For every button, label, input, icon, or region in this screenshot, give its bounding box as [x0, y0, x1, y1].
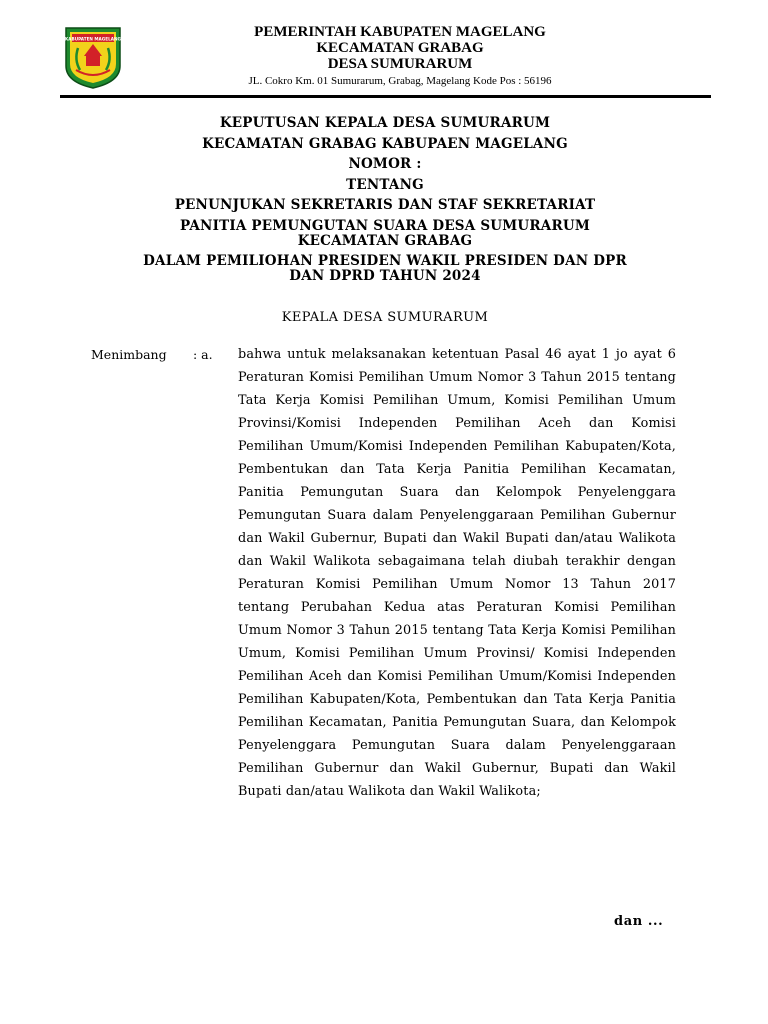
decree-title	[90, 116, 680, 290]
decree-number: NOMOR :	[348, 156, 422, 172]
letterhead-government: PEMERINTAH KABUPATEN MAGELANG	[254, 24, 546, 40]
consideration-paragraph: bahwa untuk melaksanakan ketentuan Pasal 46 ayat 1 jo ayat 6 Peraturan Komisi Pemilihan Umum Nomor 3 Tahun 2015 tentang Tata Kerja Komisi Pemilihan Umum, Komisi Pemilihan Umum Provinsi/Komisi Independen Pemilihan Aceh dan Komisi Pemilihan Umum/Komisi Independen Pemilihan Kabupaten/Kota, Pembentukan dan Tata Kerja Panitia Pemilihan Kecamatan, Panitia Pemungutan Suara dan Kelompok Penyelenggara Pemungutan Suara dalam Penyelenggaraan Pemilihan Gubernur dan Wakil Gubernur, Bupati dan Wakil Bupati dan/atau Walikota dan Wakil Walikota sebagaimana telah diubah terakhir dengan Peraturan Komisi Pemilihan Umum Nomor 13 Tahun 2017 tentang Perubahan Kedua atas Peraturan Komisi Pemilihan Umum Nomor 3 Tahun 2015 tentang Tata Kerja Komisi Pemilihan Umum, Komisi Pemilihan Umum Provinsi/ Komisi Independen Pemilihan Aceh dan Komisi Pemilihan Umum/Komisi Independen Pemilihan Kabupaten/Kota, Pembentukan dan Tata Kerja Panitia Pemilihan Kecamatan, Panitia Pemungutan Suara, dan Kelompok Penyelenggara Pemungutan Suara dalam Penyelenggaraan Pemilihan Gubernur dan Wakil Gubernur, Bupati dan Wakil Bupati dan/atau Walikota dan Wakil Walikota;	[238, 347, 676, 799]
letterhead-village: DESA SUMURARUM	[327, 56, 473, 72]
letterhead-district: KECAMATAN GRABAG	[316, 40, 484, 56]
decree-subject-line: DAN DPRD TAHUN 2024	[289, 268, 481, 284]
decree-title-line: KECAMATAN GRABAG KABUPAEN MAGELANG	[202, 135, 568, 152]
letterhead-address: JL. Cokro Km. 01 Sumurarum, Grabag, Magelang Kode Pos : 56196	[248, 75, 552, 87]
decree-title-line: KEPUTUSAN KEPALA DESA SUMURARUM	[219, 115, 551, 131]
svg-text:KABUPATEN MAGELANG: KABUPATEN MAGELANG	[65, 36, 121, 42]
consideration-marker: : a.	[193, 347, 213, 362]
decree-subject-line: KECAMATAN GRABAG	[297, 232, 473, 249]
regency-logo	[64, 26, 122, 90]
decree-about: TENTANG	[346, 176, 424, 193]
consideration-label: Menimbang	[91, 347, 167, 362]
letterhead	[160, 24, 640, 88]
decree-subject-line: PENUNJUKAN SEKRETARIS DAN STAF SEKRETARIAT	[174, 197, 596, 213]
decree-subject-line: DALAM PEMILIOHAN PRESIDEN WAKIL PRESIDEN DAN DPR	[143, 253, 627, 269]
page-continuation: dan ...	[614, 914, 664, 929]
letterhead-divider	[60, 95, 711, 98]
decree-subject-line: PANITIA PEMUNGUTAN SUARA DESA SUMURARUM	[179, 217, 591, 234]
issuer-heading: KEPALA DESA SUMURARUM	[281, 310, 489, 325]
